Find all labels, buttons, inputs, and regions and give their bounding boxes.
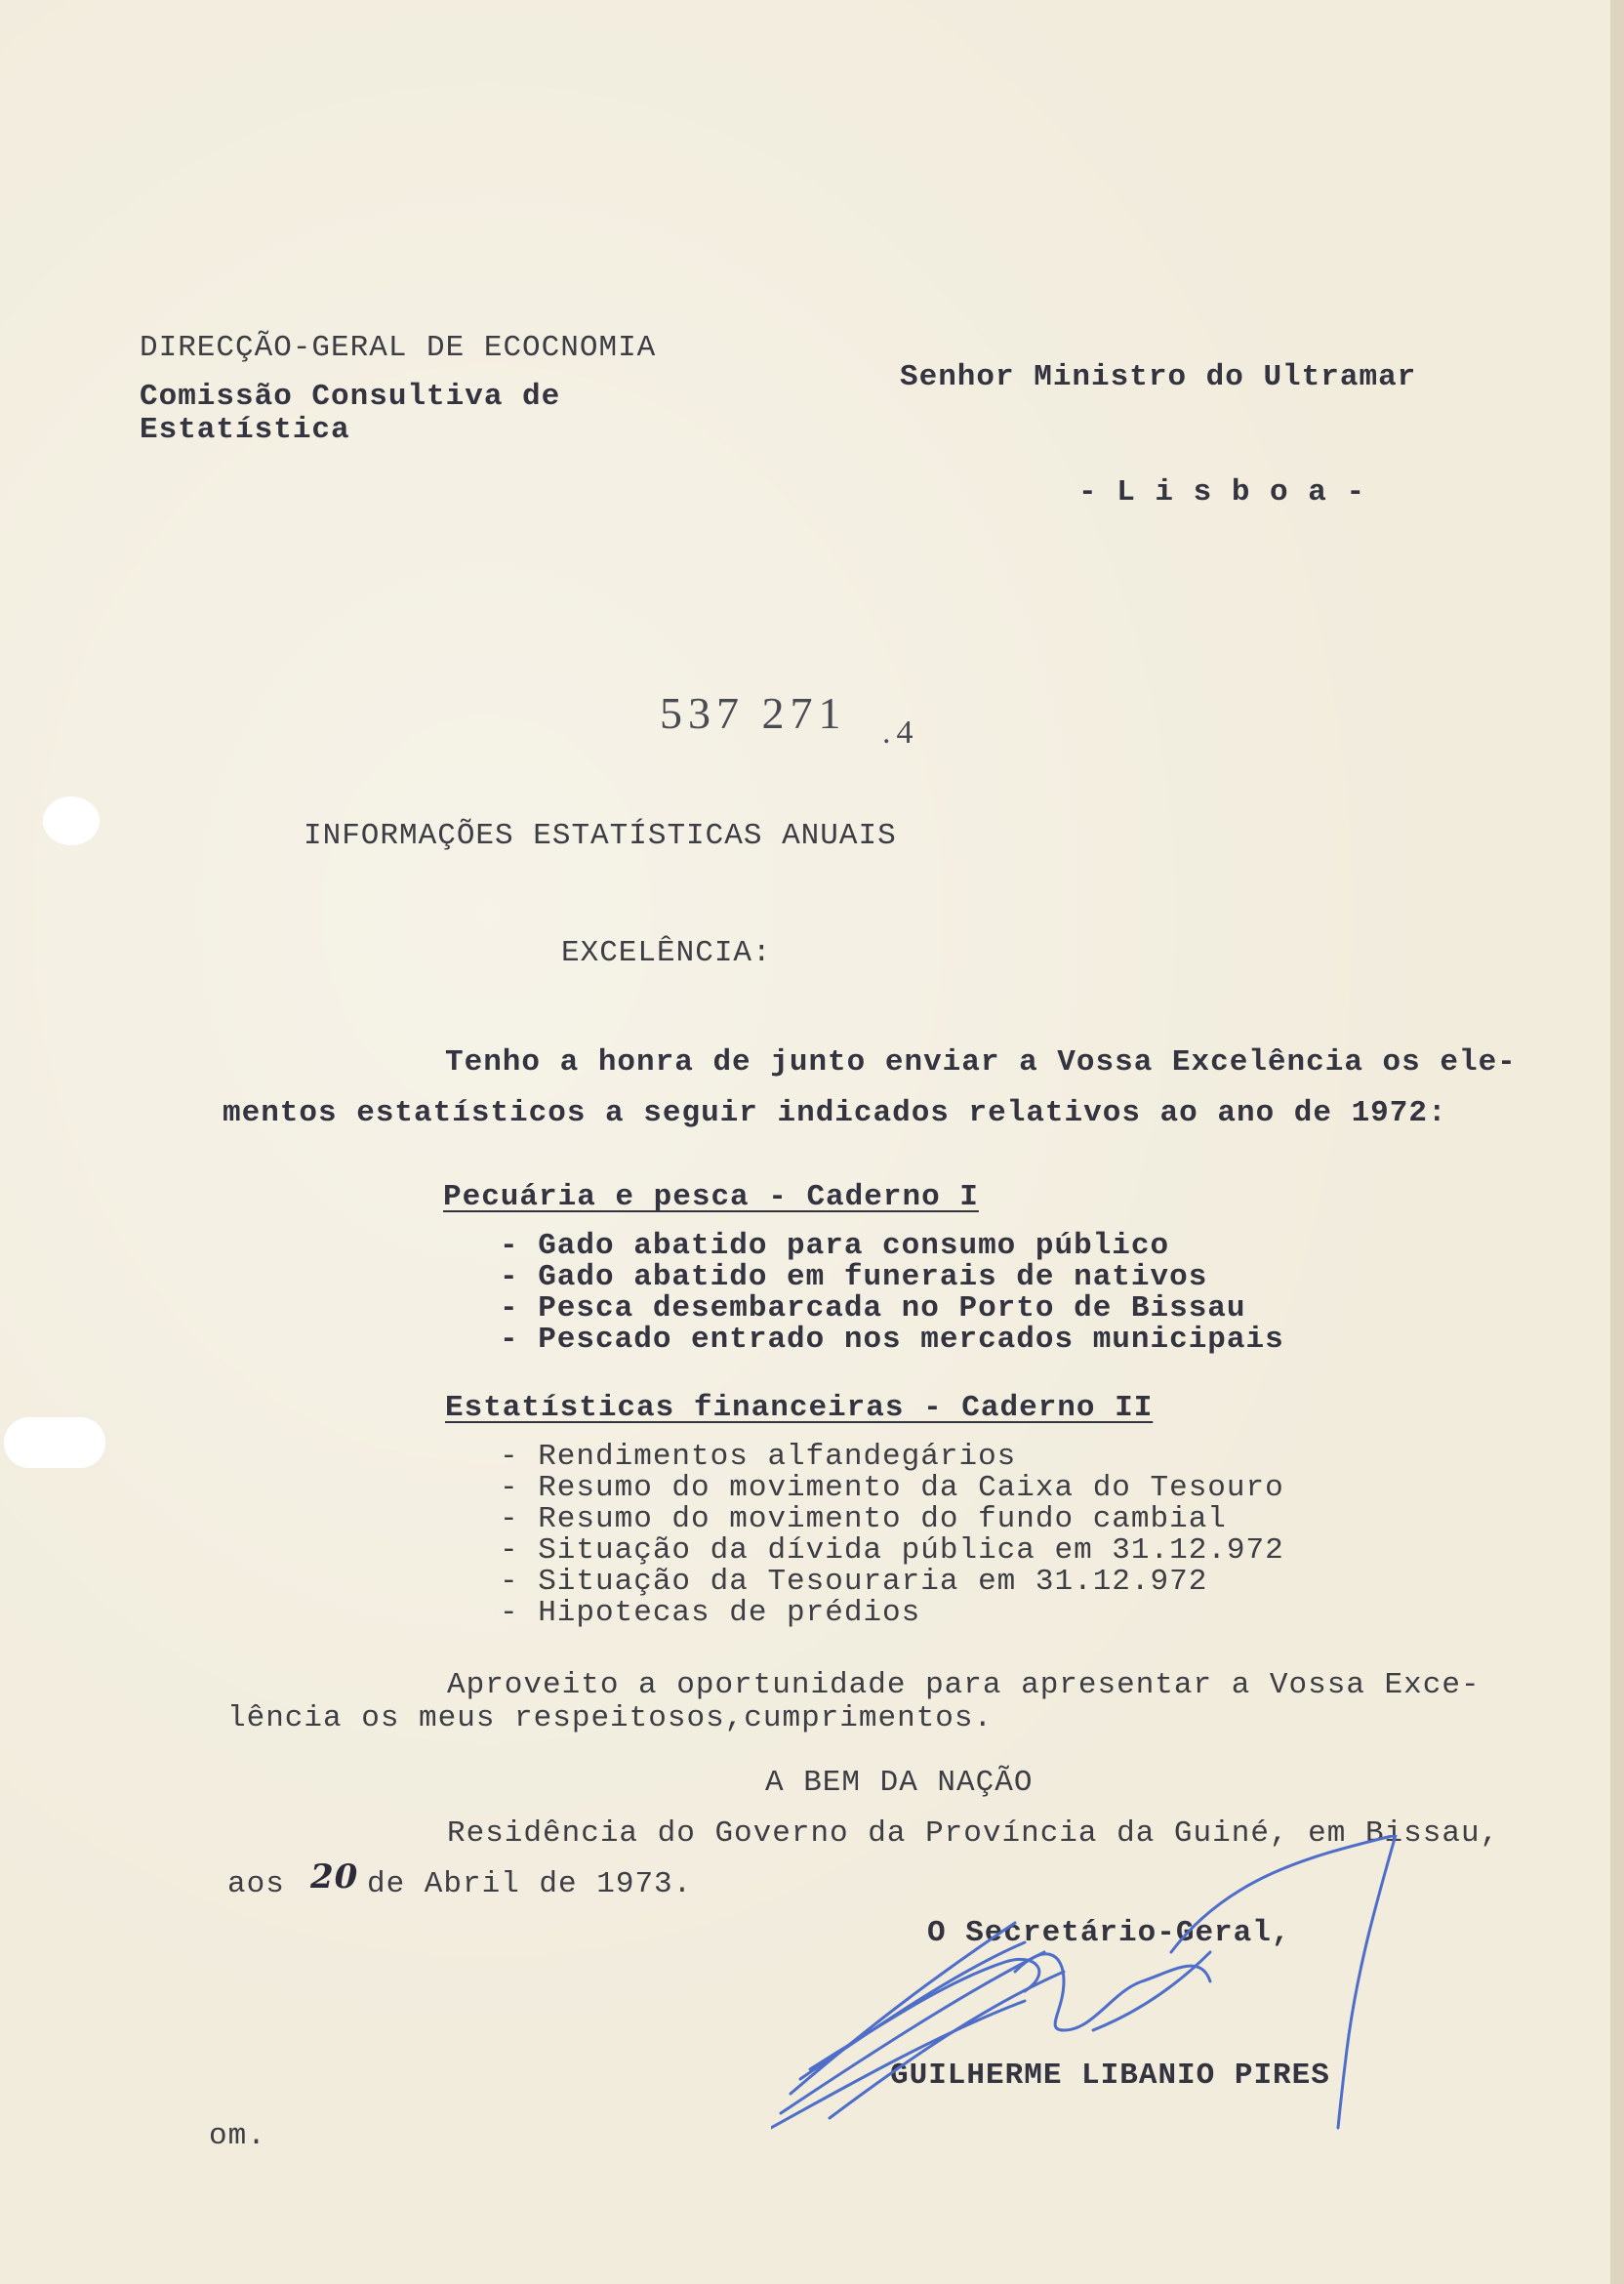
section-2-item: - Situação da Tesouraria em 31.12.972 (500, 1565, 1208, 1599)
header-commission: Comissão Consultiva de (140, 380, 561, 414)
intro-line-2: mentos estatísticos a seguir indicados relativos ao ano de 1972: (223, 1096, 1447, 1130)
punch-hole-bottom (4, 1417, 105, 1468)
section-2-title: Estatísticas financeiras - Caderno II (445, 1391, 1154, 1425)
date-suffix: de Abril de 1973. (367, 1867, 693, 1901)
section-2-item: - Resumo do movimento do fundo cambial (500, 1502, 1227, 1536)
header-commission-cont: Estatística (140, 413, 350, 447)
section-1-item: - Gado abatido em funerais de nativos (500, 1260, 1208, 1294)
section-1-title: Pecuária e pesca - Caderno I (443, 1180, 979, 1214)
paper-edge (1610, 0, 1624, 2284)
typist-initials: om. (209, 2119, 266, 2153)
reference-suffix: .4 (882, 714, 919, 751)
section-1-item: - Pesca desembarcada no Porto de Bissau (500, 1291, 1246, 1326)
header-department: DIRECÇÃO-GERAL DE ECOCNOMIA (140, 331, 657, 365)
handwritten-signature (771, 1835, 1415, 2157)
section-2-item: - Resumo do movimento da Caixa do Tesouro (500, 1471, 1284, 1505)
closing-line-2: lência os meus respeitosos,cumprimentos. (227, 1701, 994, 1735)
date-prefix: aos (227, 1867, 285, 1901)
closing-line-1: Aproveito a oportunidade para apresentar a Vossa Exce- (447, 1668, 1481, 1702)
subject: INFORMAÇÕES ESTATÍSTICAS ANUAIS (304, 819, 897, 853)
addressee: Senhor Ministro do Ultramar (900, 360, 1417, 394)
date-day-handwritten: 20 (310, 1857, 359, 1897)
section-1-item: - Pescado entrado nos mercados municipais (500, 1323, 1284, 1357)
reference-number: 537 271 (660, 688, 847, 738)
addressee-city: - L i s b o a - (1078, 475, 1366, 510)
salutation: EXCELÊNCIA: (561, 936, 772, 970)
signatory-name: GUILHERME LIBANIO PIRES (890, 2059, 1330, 2093)
place-line: Residência do Governo da Província da Guiné, em Bissau, (447, 1816, 1500, 1851)
intro-line-1: Tenho a honra de junto enviar a Vossa Excelência os ele- (445, 1045, 1517, 1080)
section-2-item: - Hipotecas de prédios (500, 1596, 921, 1630)
signatory-title: O Secretário-Geral, (927, 1916, 1291, 1950)
section-1-item: - Gado abatido para consumo público (500, 1229, 1170, 1263)
section-2-item: - Rendimentos alfandegários (500, 1440, 1017, 1474)
punch-hole-top (43, 796, 100, 845)
section-2-item: - Situação da dívida pública em 31.12.972 (500, 1533, 1284, 1568)
motto: A BEM DA NAÇÃO (765, 1766, 1034, 1800)
